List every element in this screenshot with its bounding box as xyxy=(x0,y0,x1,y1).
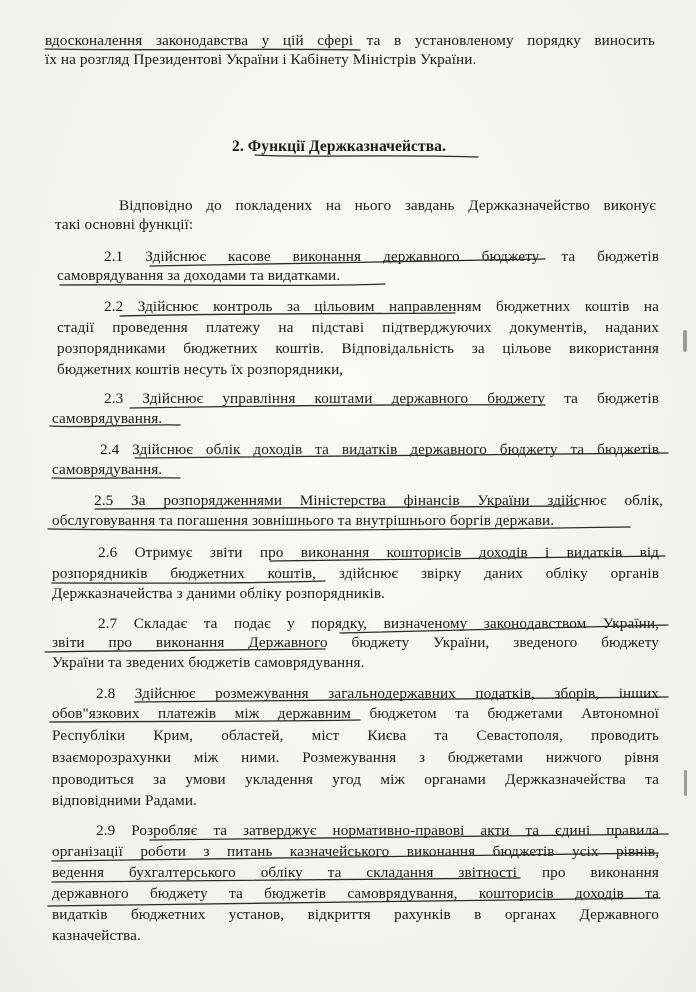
function-item-2-1: самоврядування за доходами та видатками. xyxy=(57,267,341,284)
function-item-2-2: 2.2 Здійснює контроль за цільовим направленням бюджетних коштів на xyxy=(104,298,659,315)
function-item-2-8: 2.8 Здійснює розмежування загальнодержавних податків, зборів, інших xyxy=(96,685,659,702)
scan-artifact xyxy=(684,770,687,796)
function-item-2-5: обслуговування та погашення зовнішнього та внутрішнього боргів держави. xyxy=(52,512,555,529)
function-item-2-3: 2.3 Здійснює управління коштами державного бюджету та бюджетів xyxy=(104,390,659,407)
function-item-2-8: відповідними Радами. xyxy=(52,792,197,809)
function-item-2-4: 2.4 Здійснює облік доходів та видатків державного бюджету та бюджетів xyxy=(100,441,659,458)
function-item-2-5: 2.5 За розпорядженнями Міністерства фінансів України здійснює облік, xyxy=(94,492,663,509)
function-item-2-9: видатків бюджетних установ, відкриття рахунків в органах Державного xyxy=(52,906,659,923)
function-item-2-9: ведення бухгалтерського обліку та складання звітності про виконання xyxy=(52,864,659,881)
function-item-2-6: розпорядників бюджетних коштів, здійснює звірку даних обліку органів xyxy=(52,565,659,582)
lead-line: Відповідно до покладених на нього завдань Держказначейство виконує xyxy=(119,197,656,214)
function-item-2-2: стадії проведення платежу на підставі підтверджуючих документів, наданих xyxy=(57,319,659,336)
function-item-2-9: 2.9 Розробляє та затверджує нормативно-правові акти та єдині правила xyxy=(96,822,659,839)
function-item-2-7: звіти про виконання Державного бюджету України, зведеного бюджету xyxy=(52,634,659,651)
intro-line: їх на розгляд Президентові України і Кабінету Міністрів України. xyxy=(45,51,477,68)
function-item-2-4: самоврядування. xyxy=(52,461,163,478)
function-item-2-3: самоврядування. xyxy=(52,410,163,427)
function-item-2-7: України та зведених бюджетів самоврядування. xyxy=(52,654,365,671)
function-item-2-6: Держказначейства з даними обліку розпорядників. xyxy=(52,585,386,602)
function-item-2-1: 2.1 Здійснює касове виконання державного бюджету та бюджетів xyxy=(104,248,659,265)
section-title: 2. Функції Держказначейства. xyxy=(232,138,447,155)
lead-line: такі основні функції: xyxy=(55,216,194,233)
function-item-2-7: 2.7 Складає та подає у порядку, визначеному законодавством України, xyxy=(98,615,659,632)
function-item-2-8: обов"язкових платежів між державним бюджетом та бюджетами Автономної xyxy=(52,705,659,722)
function-item-2-9: казначейства. xyxy=(52,927,141,944)
intro-line: вдосконалення законодавства у цій сфері та в установленому порядку виносить xyxy=(45,32,655,49)
function-item-2-9: державного бюджету та бюджетів самоврядування, кошторисів доходів та xyxy=(52,885,659,902)
function-item-2-2: розпорядниками бюджетних коштів. Відповідальність за цільове використання xyxy=(57,340,659,357)
function-item-2-6: 2.6 Отримує звіти про виконання кошторисів доходів і видатків від xyxy=(98,544,659,561)
function-item-2-9: організації роботи з питань казначейського виконання бюджетів усіх рівнів, xyxy=(52,843,659,860)
scan-artifact xyxy=(683,330,687,352)
function-item-2-8: взаєморозрахунки між ними. Розмежування з бюджетами нижчого рівня xyxy=(52,749,659,766)
function-item-2-8: Республіки Крим, областей, міст Києва та Севастополя, проводить xyxy=(52,727,659,744)
function-item-2-2: бюджетних коштів несуть їх розпорядники, xyxy=(57,361,344,378)
function-item-2-8: проводиться за умови укладення угод між органами Держказначейства та xyxy=(52,771,659,788)
